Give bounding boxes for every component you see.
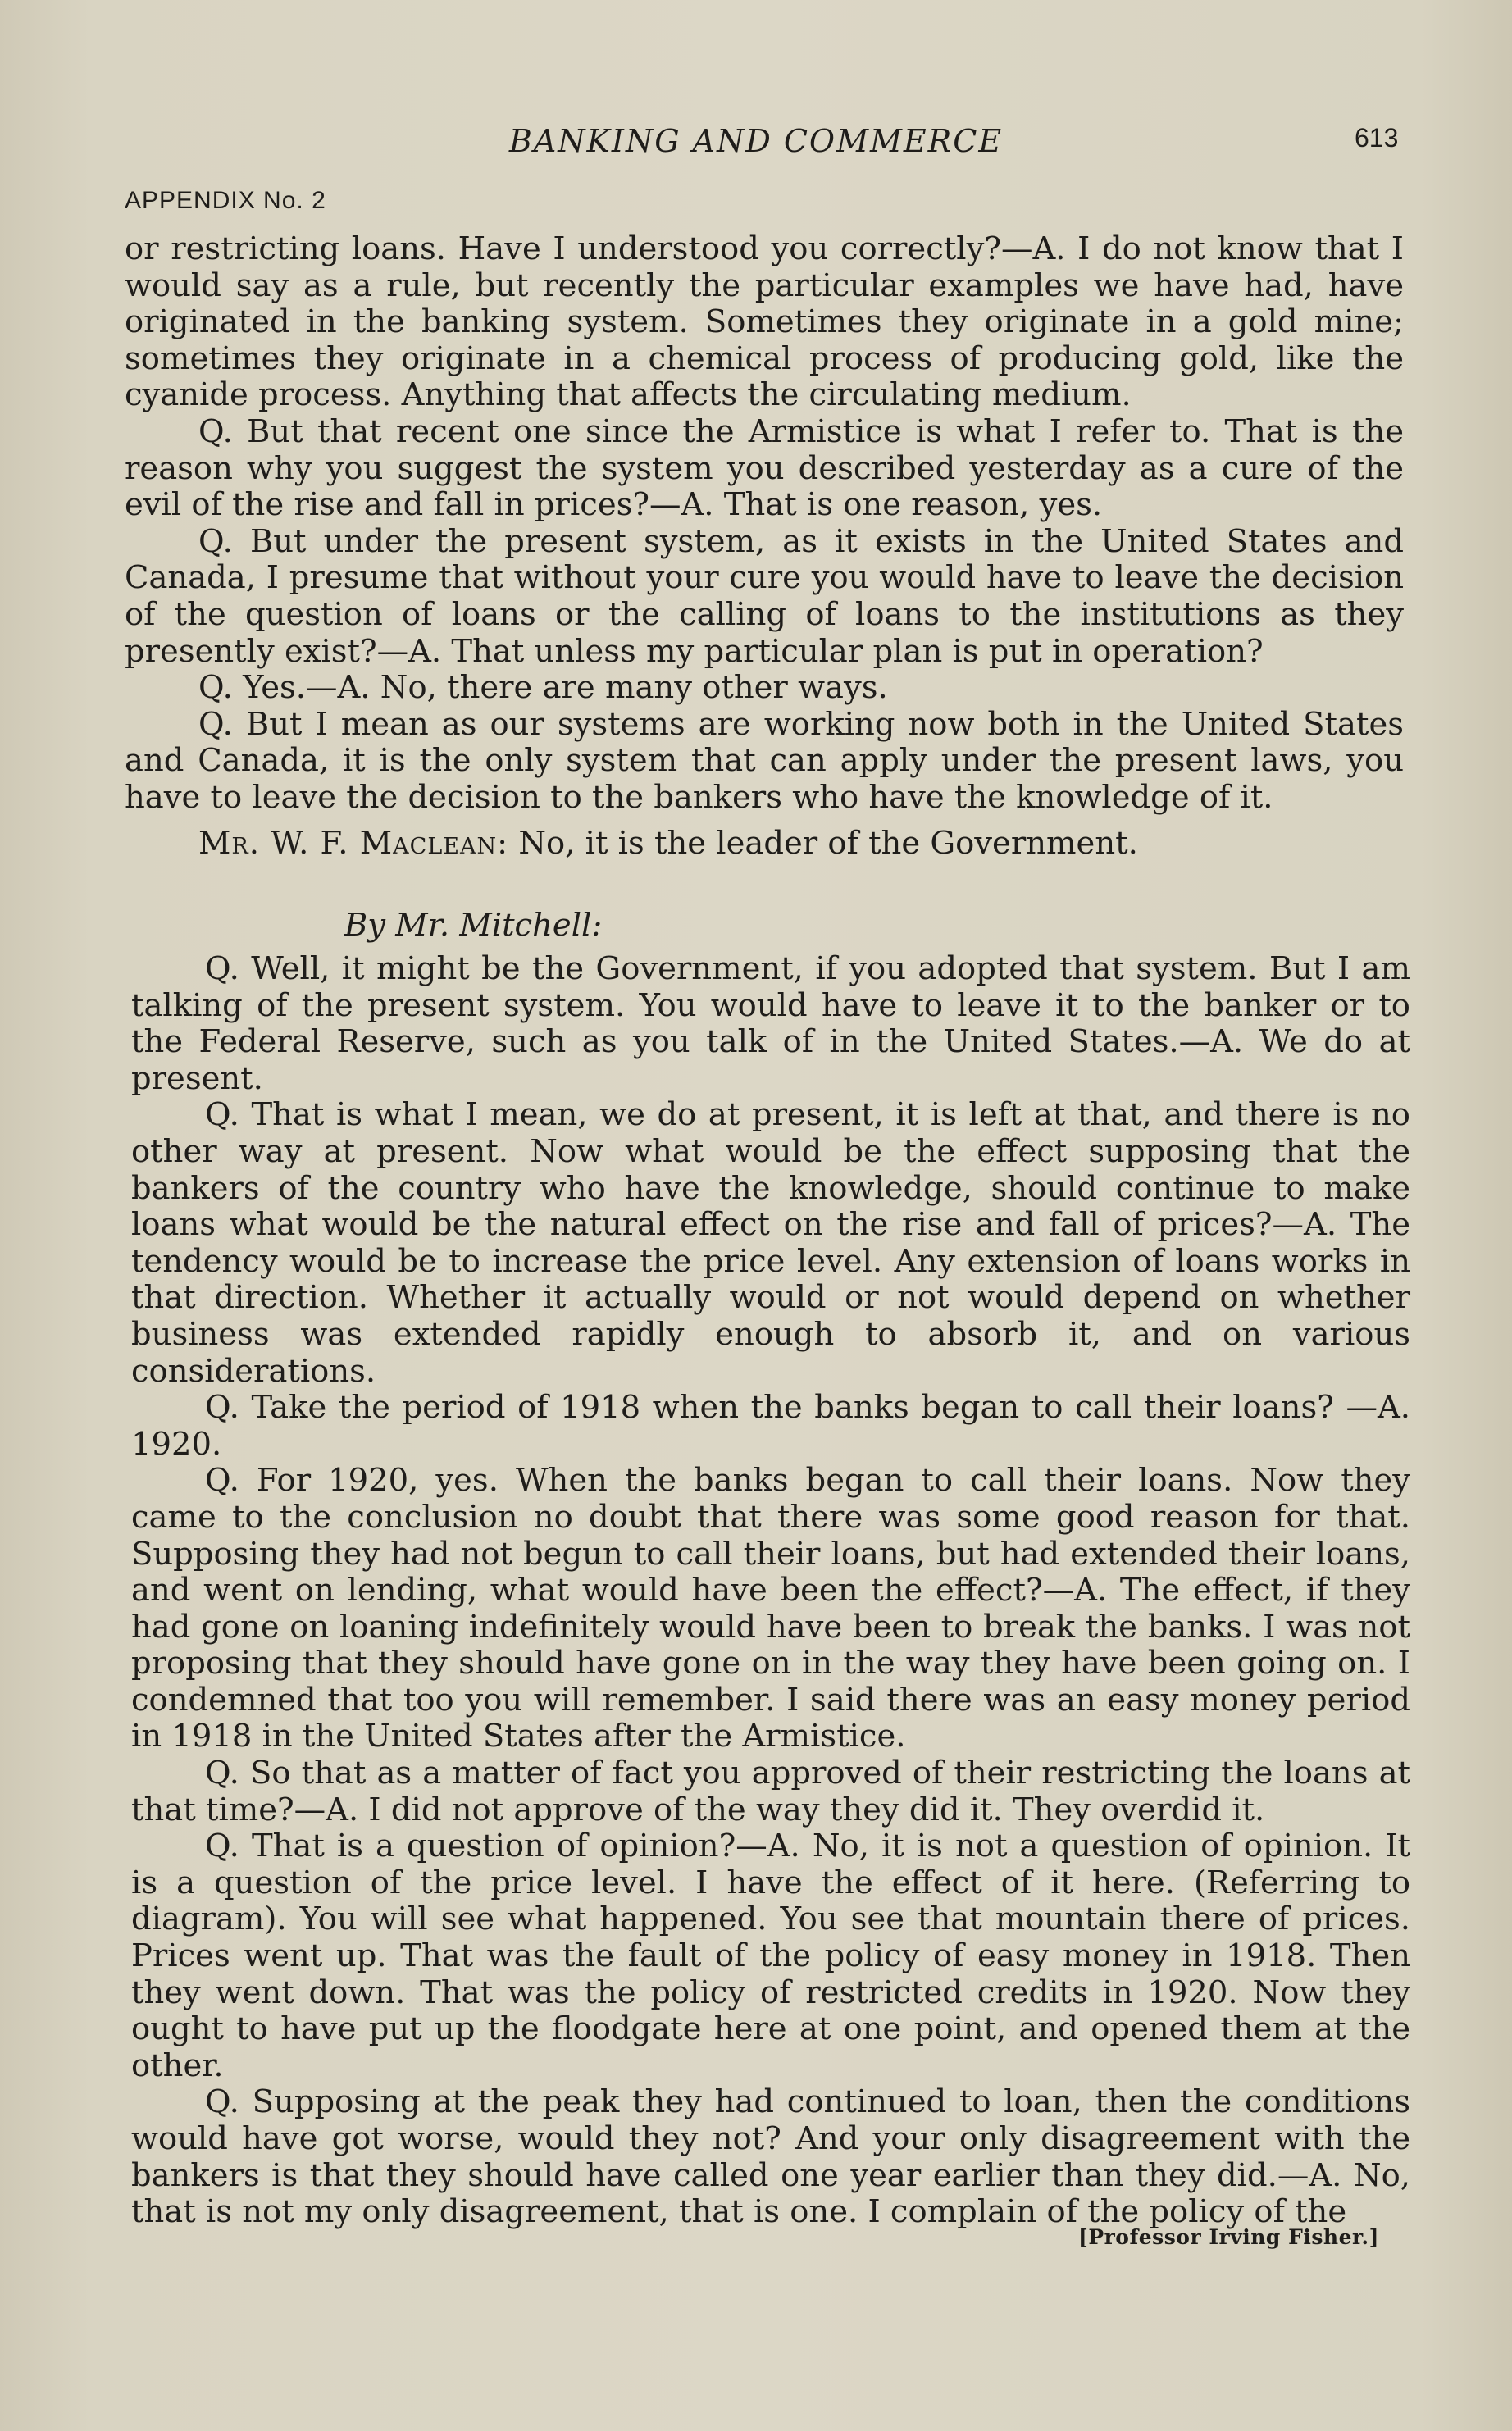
paragraph: Q. Supposing at the peak they had continued to loan, then the conditions would have got worse, would they not? And your only disagreement with the bankers is that they should have called one year earlier than they did.—A. No, that is not my only disagreement, that is one. I complain of the policy of the — [131, 2083, 1410, 2231]
paragraph: Q. For 1920, yes. When the banks began to call their loans. Now they came to the conclusion no doubt that there was some good reason for that. Supposing they had not begun to call their loans, but had extended their loans, and went on lending, what would have been the effect?—A. The effect, if they had gone on loaning indefinitely would have been to break the banks. I was not proposing that they should have gone on in the way they have been going on. I condemned that too you will remember. I said there was an easy money period in 1918 in the United States after the Armistice. — [131, 1462, 1410, 1755]
speaker-name: Mr. W. F. Maclean: — [198, 825, 509, 862]
page-number: 613 — [1355, 123, 1399, 153]
transcript-section-2 — [131, 951, 1410, 2231]
paragraph: Q. But that recent one since the Armistice is what I refer to. That is the reason why you suggest the system you described yesterday as a cure of the evil of the rise and fall in prices?—A. That is one reason, yes. — [125, 412, 1404, 524]
paragraph: Q. Yes.—A. No, there are many other ways. — [198, 669, 888, 707]
paragraph: Q. So that as a matter of fact you approved of their restricting the loans at that time?—A. I did not approve of the way they did it. They overdid it. — [131, 1755, 1410, 1828]
speaker-paragraph — [125, 826, 1404, 863]
paragraph: or restricting loans. Have I understood you correctly?—A. I do not know that I would say as a rule, but recently the particular examples we have had, have originated in the banking system. Sometimes they originate in a gold mine; sometimes they originate in a chemical process of producing gold, like the cyanide process. Anything that affects the circulating medium. — [125, 230, 1404, 414]
paragraph: Q. That is a question of opinion?—A. No, it is not a question of opinion. It is a question of the price level. I have the effect of it here. (Referring to diagram). You will see what happened. You see that mountain there of prices. Prices went up. That was the fault of the policy of easy money in 1918. Then they went down. That was the policy of restricted credits in 1920. Now they ought to have put up the floodgate here at one point, and opened them at the other. — [131, 1828, 1410, 2084]
appendix-label: APPENDIX No. 2 — [125, 187, 326, 214]
speaker-remark — [125, 826, 1404, 863]
paragraph: Q. Well, it might be the Government, if you adopted that system. But I am talking of the present system. You would have to leave it to the banker or to the Federal Reserve, such as you talk of in the United States.—A. We do at present. — [131, 950, 1410, 1097]
byline: By Mr. Mitchell: — [344, 907, 603, 944]
paragraph: Q. That is what I mean, we do at present, it is left at that, and there is no other way at present. Now what would be the effect supposing that the bankers of the country who have the knowledge, should continue to make loans what would be the natural effect on the rise and fall of prices?—A. The tendency would be to increase the price level. Any extension of loans works in that direction. Whether it actually would or not would depend on whether business was extended rapidly enough to absorb it, and on various considerations. — [131, 1096, 1410, 1390]
paragraph: Q. But I mean as our systems are working now both in the United States and Canada, it is the only system that can apply under the present laws, you have to leave the decision to the bankers who have the knowledge of it. — [125, 705, 1404, 816]
examiner-byline — [125, 908, 1404, 945]
witness-note: [Professor Irving Fisher.] — [1078, 2225, 1379, 2249]
paragraph: Q. But under the present system, as it exists in the United States and Canada, I presume that without your cure you would have to leave the decision of the question of loans or the calling of loans to the institutions as they presently exist?—A. That unless my particular plan is put in operation? — [125, 522, 1404, 670]
running-title: BANKING AND COMMERCE — [508, 123, 1004, 159]
speaker-text: No, it is the leader of the Government. — [518, 825, 1138, 862]
paragraph: Q. Take the period of 1918 when the banks began to call their loans? —A. 1920. — [131, 1389, 1410, 1463]
transcript-section-1 — [125, 231, 1404, 817]
